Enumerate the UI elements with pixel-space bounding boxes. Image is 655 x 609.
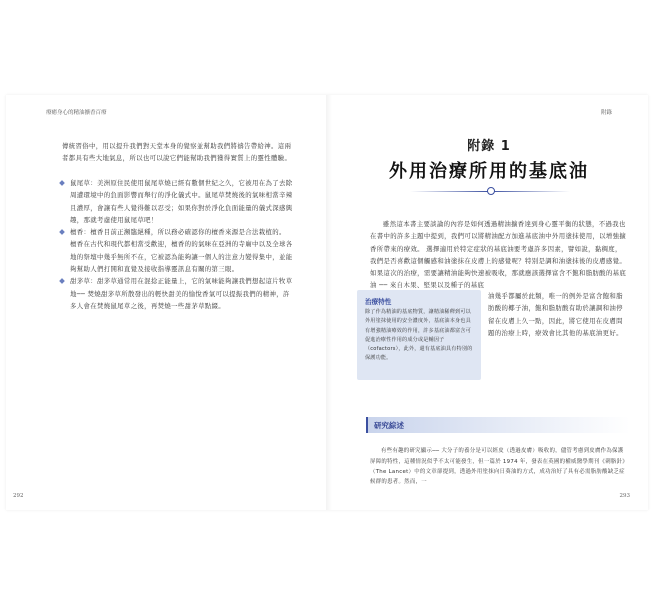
divider-ornament-icon [487, 187, 495, 195]
running-head-right: 附錄 [600, 110, 612, 116]
left-page [6, 95, 328, 510]
sidebar-title: 治療特性 [365, 298, 392, 306]
bullet-list [60, 177, 294, 312]
bullet-text: 甜茅草：甜茅草通常用在混捻正能量上，它的氣味能夠讓我們想起這片牧草地── 焚燒甜茅草所散發出的輕快甜美的愉悅香氣可以提振我們的精神，許多人會在焚燒鼠尾草之後，再焚燒一些甜茅草點綴。 [70, 277, 293, 310]
right-page [330, 95, 648, 510]
research-header [366, 417, 630, 433]
research-title: 研究綜述 [374, 421, 404, 430]
page-number-right: 293 [619, 493, 630, 499]
running-head-left: 療癒身心的精油擴香百療 [46, 110, 107, 116]
diamond-bullet-icon [59, 229, 65, 235]
intro-paragraph: 雖然這本書主要談論的內容是如何透過精油擴香達到身心靈平衡的狀態，不過我也在書中的許多主題中提到，我們可以將精油配方加進基底油中外用塗抹使用，以增強擴香所帶來的療效。 選擇適用於特定症狀的基底油要考慮許多因素，譬如說，黏稠度，我們是否喜歡這個觸感和油塗抹在皮膚上的感覺呢？特別是調和油塗抹後的皮膚感覺。如果這次的治療，需要讓精油能夠快速被吸收，那就應該選擇富含不飽和脂肪酸的基底油 ── 來自木果、堅果以及種子的基底 [370, 220, 627, 290]
diamond-bullet-icon [59, 180, 65, 186]
chapter-title: 外用治療所用的基底油 [389, 161, 589, 182]
bullet-item-sage [60, 177, 294, 226]
book-spread [6, 95, 648, 510]
sidebar-body: 除了作為精油的基底物質，讓精油稀釋到可以外用塗抹使用的安全濃度外，基底油本身也具有增強精油療效的作用，許多基底油都富含可促進治療性作用的成分或是輔因子（cofactors），此外，還有基底油具有特別的保護功能。 [365, 309, 473, 362]
page-number-left: 292 [13, 493, 24, 499]
bullet-item-sandalwood [60, 226, 294, 275]
bullet-item-sweetgrass [60, 275, 294, 312]
diamond-bullet-icon [59, 279, 65, 285]
bullet-text: 鼠尾草：美洲原住民使用鼠尾草燒已經有數個世紀之久，它被用在為了去除周遭環境中的負面影響而舉行的淨化儀式中。鼠尾草焚燒後的氣味相當辛辣且濃厚，會讓有些人覺得難以忍受；如果你對於淨化負面能量的儀式深感興趣，那就考慮使用鼠尾草吧！ [70, 179, 293, 224]
appendix-label: 附錄 1 [467, 139, 511, 154]
bullet-text: 檀香：檀香目前正瀕臨絕種，所以務必確認你的檀香來源是合法栽植的。 檀香在古代和現代都相當受歡迎，檀香的的氣味在亞洲的寺廟中以及全球各地的祭壇中幾乎無所不在，它被認為能夠讓一個人的注意力變得集中，並能夠幫助人們打開和直覺及接收指導靈訊息有關的第三眼。 [70, 228, 293, 274]
sidebar-box [357, 290, 481, 380]
opening-paragraph: 傳統習俗中，用以提升我們對天堂本身的覺察並幫助我們將禱告帶給神。這兩者都具有些大地氣息，所以也可以說它們能幫助我們獲得實質上的靈性體驗。 [62, 142, 292, 163]
research-body: 有些有趣的研究顯示── 大分子的養分是可以經皮（透過皮膚）吸收的，儘管考慮到皮膚作為保護屏障的特性，這種情況似乎不太可能發生，但一篇於 1974 年，發表在英國的權威醫學期刊《刺胳針》（The Lancet）中的文章卻提到，透過外用塗抹向日葵油的方式，成功治好了具有必需脂肪酸缺乏症候群的患者。然而，一 [370, 448, 628, 485]
wrap-paragraph: 油幾乎都屬於此類，唯一的例外是富含飽和脂肪酸的椰子油，飽和脂肪酸有助於讓調和油停留在皮膚上久一點，因此，將它使用在皮膚問題的治療上時，療效會比其他的基底油更好。 [488, 292, 623, 337]
